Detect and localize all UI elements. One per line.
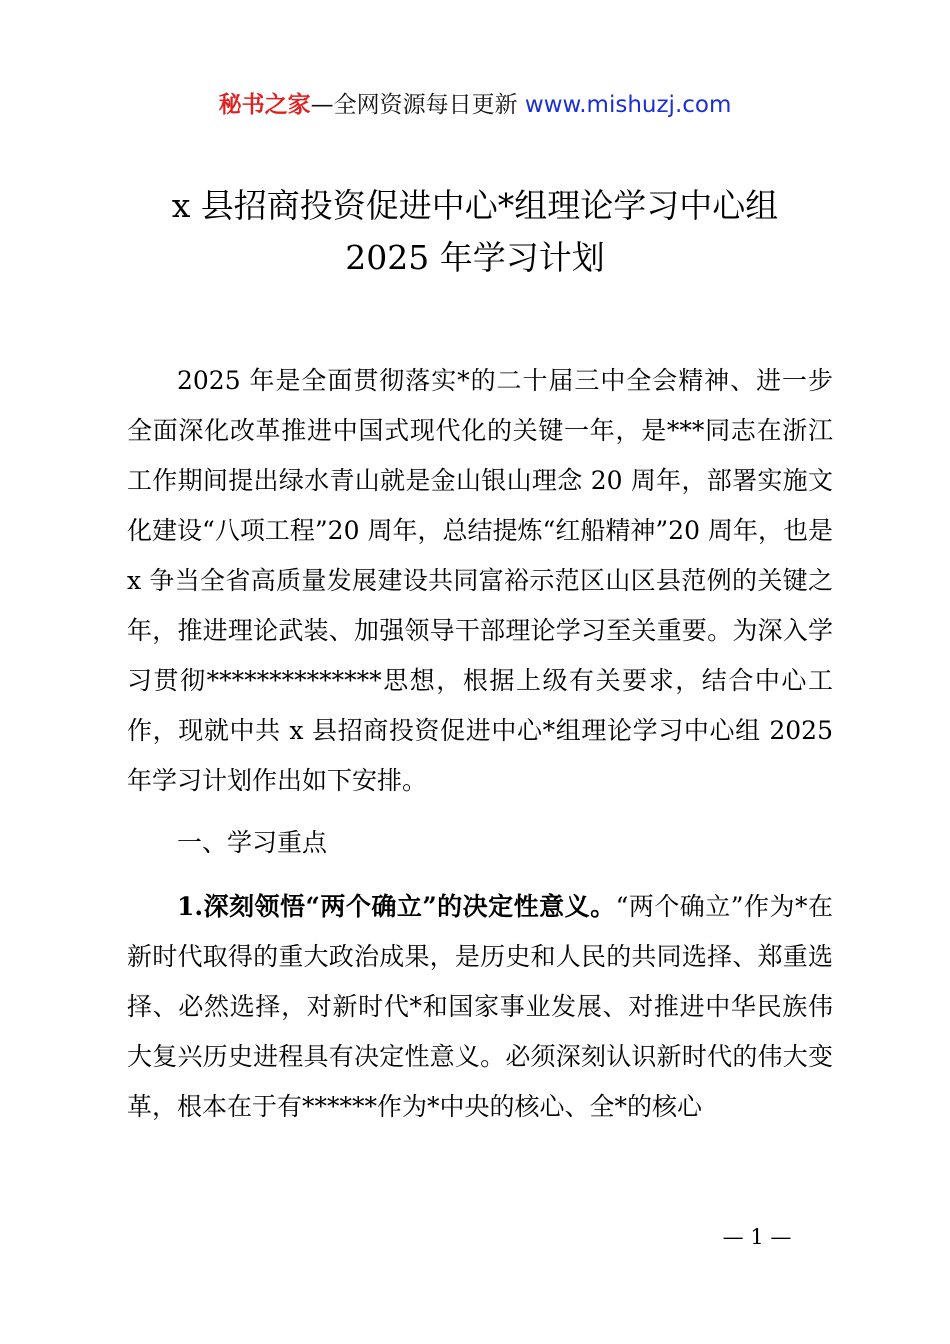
point-1-lead: 1.深刻领悟“两个确立”的决定性意义。 bbox=[177, 892, 616, 921]
point-1-text: “两个确立”作为*在新时代取得的重大政治成果，是历史和人民的共同选择、郑重选择、必然选择，对新时代*和国家事业发展、对推进中华民族伟大复兴历史进程具有决定性意义。必须深刻认识新时代的伟大变革，根本在于有******作为*中央的核心、全*的核心 bbox=[127, 892, 833, 1121]
document-title bbox=[60, 180, 890, 284]
page-number: — 1 — bbox=[722, 1225, 792, 1249]
header-slogan: —全网资源每日更新 bbox=[310, 92, 518, 118]
intro-paragraph: 2025 年是全面贯彻落实*的二十届三中全会精神、进一步全面深化改革推进中国式现代化的关键一年，是***同志在浙江工作期间提出绿水青山就是金山银山理念 20 周年，部署实施文化建设“八项工程”20 周年，总结提炼“红船精神”20 周年，也是 x 争当全省高质量发展建设共同富裕示范区山区县范例的关键之年，推进理论武装、加强领导干部理论学习至关重要。为深入学习贯彻**************思想，根据上级有关要求，结合中心工作，现就中共 x 县招商投资促进中心*组理论学习中心组 2025 年学习计划作出如下安排。 bbox=[127, 366, 833, 795]
point-1-paragraph bbox=[127, 882, 833, 1132]
site-header bbox=[0, 88, 950, 122]
brand-name: 秘书之家 bbox=[218, 92, 311, 118]
title-line-2: 2025 年学习计划 bbox=[345, 238, 605, 277]
document-body bbox=[127, 356, 833, 1132]
title-line-1: x 县招商投资促进中心*组理论学习中心组 bbox=[171, 186, 779, 225]
section-heading: 一、学习重点 bbox=[177, 828, 328, 857]
site-url-link[interactable]: www.mishuzj.com bbox=[524, 92, 732, 118]
